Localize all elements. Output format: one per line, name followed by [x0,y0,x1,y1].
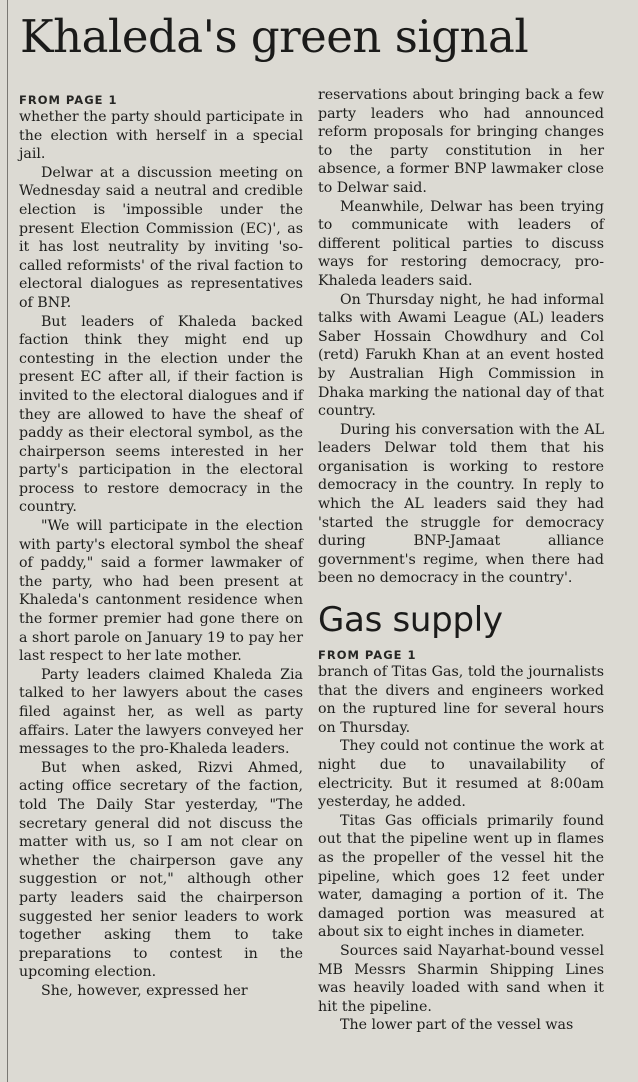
article-paragraph: whether the party should participate in the election with herself in a special jail. [19,109,303,163]
article-paragraph: The lower part of the vessel was [340,1017,574,1034]
second-story-headline: Gas supply [318,600,503,641]
continuation-kicker: FROM PAGE 1 [19,93,118,107]
article-paragraph: On Thursday night, he had informal talks with Awami League (AL) leaders Saber Hossain Chowdhury and Col (retd) Farukh Khan at an event hosted by Australian High Commission in Dhaka marking the national day of that country. [318,291,604,420]
article-paragraph: She, however, expressed her [41,982,248,999]
article-paragraph: But leaders of Khaleda backed faction think they might end up contesting in the election under the present EC after all, if their faction is invited to the electoral dialogues and if they are allowed to have the sheaf of paddy as their electoral symbol, as the chairperson seems interested in her party's participation in the electoral process to restore democracy in the country. [19,313,303,516]
article-paragraph: During his conversation with the AL leaders Delwar told them that his organisation is working to restore democracy in the country. In reply to which the AL leaders said they had 'started the struggle for democracy during BNP-Jamaat alliance government's regime, when there had been no democracy in the country'. [318,421,604,587]
article-paragraph: Sources said Nayarhat-bound vessel MB Messrs Sharmin Shipping Lines was heavily loaded with sand when it hit the pipeline. [318,942,604,1015]
main-headline: Khaleda's green signal [20,10,529,63]
article-paragraph: Delwar at a discussion meeting on Wednesday said a neutral and credible election is 'impossible under the present Election Commission (EC)', as it has lost neutrality by inviting 'so-called reformists' of the rival faction to electoral dialogues as representatives of BNP. [19,164,303,311]
article-paragraph: But when asked, Rizvi Ahmed, acting office secretary of the faction, told The Daily Star yesterday, "The secretary general did not discuss the matter with us, so I am not clear on whether the chairperson gave any suggestion or not," although other party leaders said the chairperson suggested her senior leaders to work together asking them to take preparations to contest in the upcoming election. [19,759,303,981]
right-column [318,86,604,1035]
article-paragraph: branch of Titas Gas, told the journalists that the divers and engineers worked on the ruptured line for several hours on Thursday. [318,664,604,736]
article-paragraph: Party leaders claimed Khaleda Zia talked to her lawyers about the cases filed against her, as well as party affairs. Later the lawyers conveyed her messages to the pro-Khaleda leaders. [19,666,303,758]
article-paragraph: "We will participate in the election with party's electoral symbol the sheaf of paddy," said a former lawmaker of the party, who had been present at Khaleda's cantonment residence when the former premier had gone there on a short parole on January 19 to pay her last respect to her late mother. [19,518,303,665]
article-paragraph: They could not continue the work at night due to unavailability of electricity. But it resumed at 8:00am yesterday, he added. [318,738,604,811]
left-column [19,90,303,1001]
continuation-kicker: FROM PAGE 1 [318,648,417,663]
article-paragraph: Titas Gas officials primarily found out that the pipeline went up in flames as the propeller of the vessel hit the pipeline, which goes 12 feet under water, damaging a portion of it. The damaged portion was measured at about six to eight inches in diameter. [318,812,604,941]
column-rule [7,0,8,1082]
article-paragraph: Meanwhile, Delwar has been trying to communicate with leaders of different political parties to discuss ways for restoring democracy, pro-Khaleda leaders said. [318,198,604,289]
article-paragraph: reservations about bringing back a few party leaders who had announced reform proposals for bringing changes to the party constitution in her absence, a former BNP lawmaker close to Delwar said. [318,87,604,196]
